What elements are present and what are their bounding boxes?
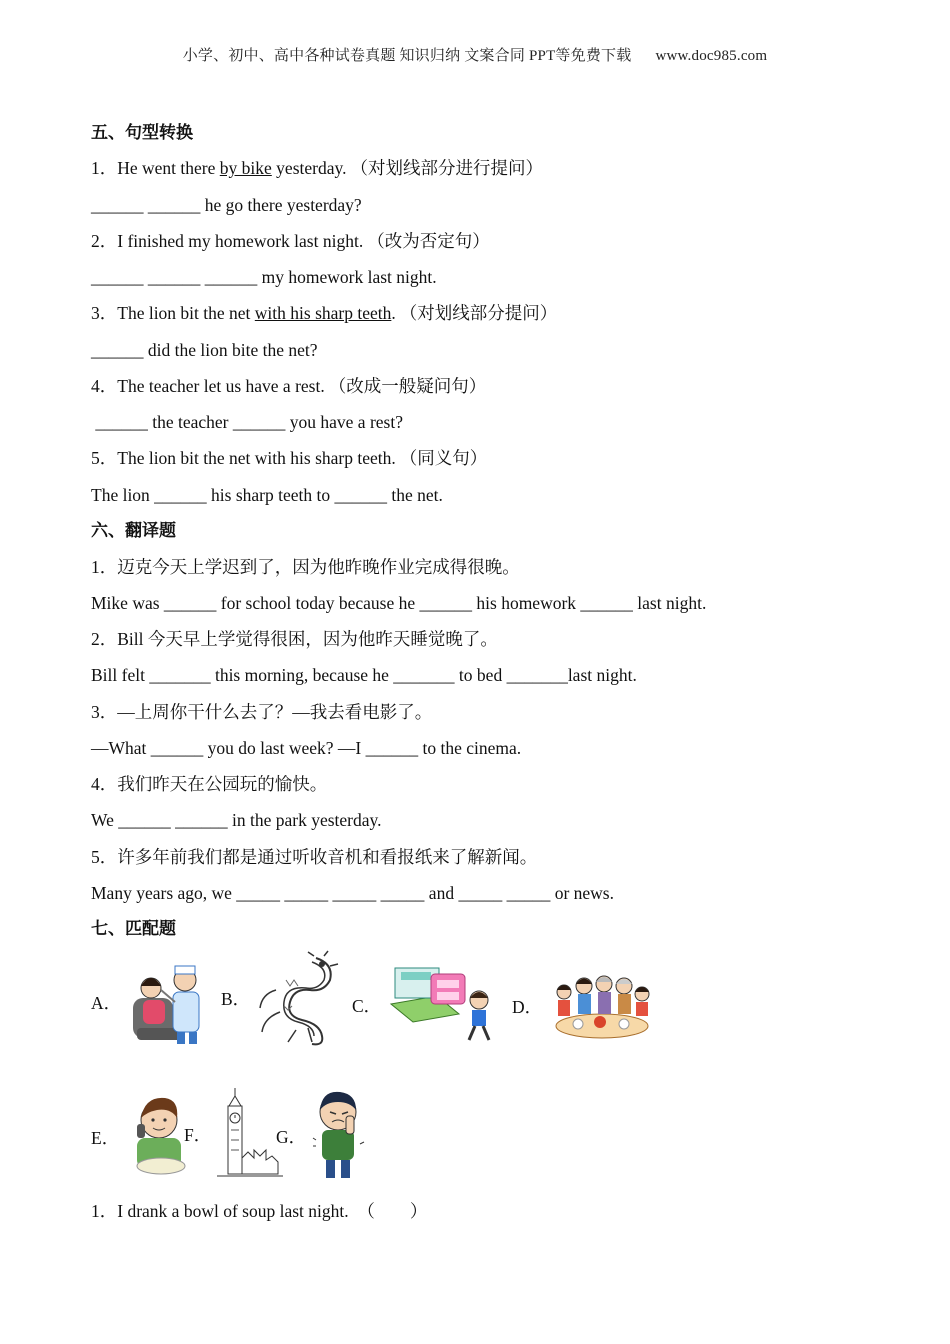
s5-q5-text: 5．The lion bit the net with his sharp teeth. bbox=[91, 448, 396, 468]
option-label-d: D． bbox=[512, 996, 543, 1017]
s6-q5-cn: 5．许多年前我们都是通过听收音机和看报纸来了解新闻。 bbox=[91, 847, 538, 867]
match-option-a bbox=[91, 958, 209, 1046]
s5-q3-post: . bbox=[391, 303, 396, 323]
s5-q2-answer: ______ ______ ______ my homework last night. bbox=[91, 267, 437, 287]
s6-q1-cn: 1．迈克今天上学迟到了，因为他昨晚作业完成得很晚。 bbox=[91, 557, 520, 577]
s5-q4-answer: ______ the teacher ______ you have a rest? bbox=[91, 412, 403, 432]
s5-q1 bbox=[91, 157, 543, 179]
s5-q2 bbox=[91, 230, 490, 252]
section5-title: 五、句型转换 bbox=[91, 123, 193, 143]
s6-q4-cn: 4．我们昨天在公园玩的愉快。 bbox=[91, 774, 328, 794]
header-text: 小学、初中、高中各种试卷真题 知识归纳 文案合同 PPT等免费下载 bbox=[182, 48, 632, 64]
s5-q4-note: （改成一般疑问句） bbox=[328, 376, 487, 396]
s5-q2-note: （改为否定句） bbox=[367, 231, 490, 251]
s7-q1: 1．I drank a bowl of soup last night. （ ） bbox=[91, 1201, 428, 1221]
option-label-c: C． bbox=[352, 995, 382, 1016]
match-option-g bbox=[276, 1090, 366, 1182]
school-boy-picture-icon bbox=[387, 964, 499, 1046]
match-option-d bbox=[512, 972, 652, 1040]
option-label-f: F． bbox=[184, 1124, 212, 1145]
dragon-picture-icon bbox=[256, 950, 346, 1046]
s5-q1-note: （对划线部分进行提问） bbox=[350, 158, 543, 178]
header-site: www.doc985.com bbox=[655, 48, 768, 64]
s6-q3-cn: 3．—上周你干什么去了？—我去看电影了。 bbox=[91, 702, 433, 722]
match-option-b bbox=[221, 950, 346, 1046]
s5-q4 bbox=[91, 375, 486, 397]
match-option-e bbox=[91, 1094, 195, 1180]
option-label-g: G． bbox=[276, 1126, 307, 1147]
s5-q2-text: 2．I finished my homework last night. bbox=[91, 231, 364, 251]
family-dinner-picture-icon bbox=[548, 972, 652, 1040]
section6-title: 六、翻译题 bbox=[91, 521, 176, 541]
option-label-a: A． bbox=[91, 992, 122, 1013]
option-label-e: E． bbox=[91, 1127, 120, 1148]
s5-q4-text: 4．The teacher let us have a rest. bbox=[91, 376, 325, 396]
section7-title: 七、匹配题 bbox=[91, 919, 176, 939]
page-header bbox=[0, 44, 950, 65]
s5-q3 bbox=[91, 302, 557, 324]
s5-q1-pre: 1．He went there bbox=[91, 158, 220, 178]
s5-q1-underlined: by bike bbox=[219, 158, 272, 178]
s5-q5 bbox=[91, 447, 487, 469]
s6-q4-en: We ______ ______ in the park yesterday. bbox=[91, 810, 382, 830]
dentist-picture-icon bbox=[127, 958, 209, 1046]
s5-q3-note: （对划线部分提问） bbox=[399, 303, 558, 323]
s5-q5-note: （同义句） bbox=[399, 448, 488, 468]
s5-q3-pre: 3．The lion bit the net bbox=[91, 303, 255, 323]
s6-q3-en: —What ______ you do last week? —I ______ to the cinema. bbox=[91, 738, 522, 758]
option-label-b: B． bbox=[221, 988, 251, 1009]
match-option-f bbox=[184, 1086, 283, 1182]
match-option-c bbox=[352, 964, 499, 1046]
s6-q2-en: Bill felt _______ this morning, because he _______ to bed _______last night. bbox=[91, 665, 637, 685]
s5-q3-underlined: with his sharp teeth bbox=[254, 303, 392, 323]
s5-q3-answer: ______ did the lion bite the net? bbox=[91, 340, 318, 360]
big-ben-picture-icon bbox=[217, 1086, 283, 1182]
sick-boy-picture-icon bbox=[312, 1090, 366, 1182]
s5-q5-answer: The lion ______ his sharp teeth to ______ the net. bbox=[91, 485, 443, 505]
s6-q5-en: Many years ago, we _____ _____ _____ _____ and _____ _____ or news. bbox=[91, 883, 614, 903]
s6-q1-en: Mike was ______ for school today because he ______ his homework ______ last night. bbox=[91, 593, 707, 613]
s5-q1-post: yesterday. bbox=[271, 158, 347, 178]
s5-q1-answer: ______ ______ he go there yesterday? bbox=[91, 195, 362, 215]
s6-q2-cn: 2．Bill 今天早上学觉得很困，因为他昨天睡觉晚了。 bbox=[91, 629, 498, 649]
